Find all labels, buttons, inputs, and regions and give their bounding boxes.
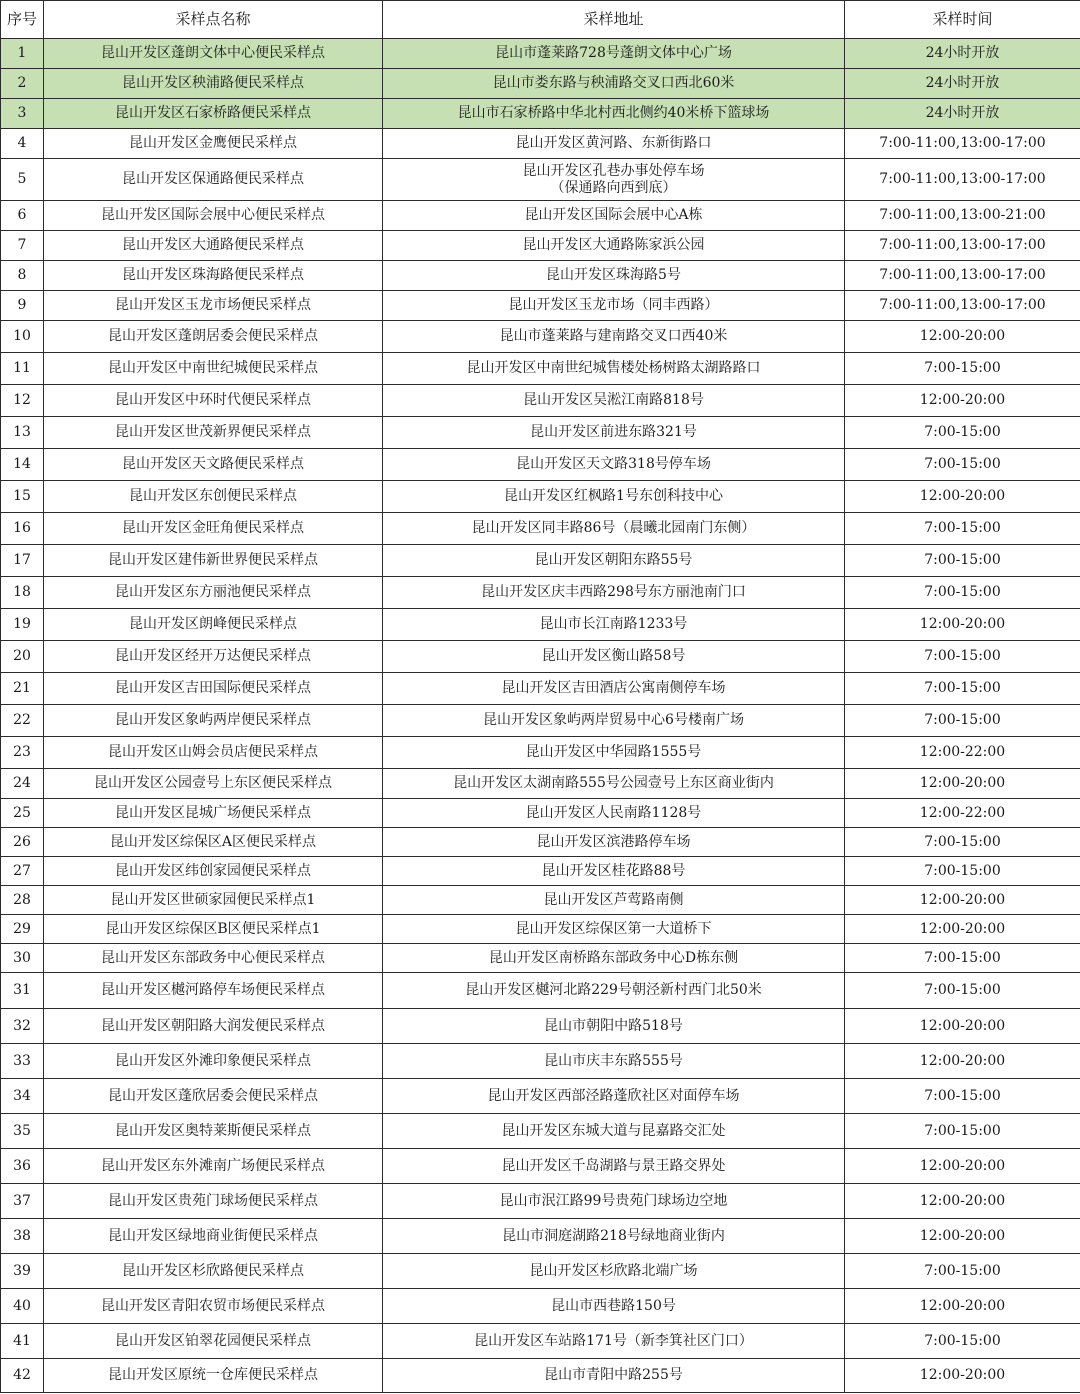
sampling-time: 12:00-20:00: [845, 886, 1080, 915]
header-time: 采样时间: [845, 1, 1080, 39]
site-name: 昆山开发区朗峰便民采样点: [44, 609, 383, 641]
sampling-time: 12:00-20:00: [845, 321, 1080, 353]
site-address: 昆山开发区杉欣路北端广场: [383, 1254, 845, 1289]
sampling-time: 12:00-20:00: [845, 385, 1080, 417]
site-address: [383, 159, 845, 201]
row-number: 37: [1, 1184, 44, 1219]
site-name: 昆山开发区东外滩南广场便民采样点: [44, 1149, 383, 1184]
row-number: 8: [1, 261, 44, 291]
sampling-time: 7:00-15:00: [845, 513, 1080, 545]
table-row: [1, 385, 1080, 417]
sampling-time: 12:00-20:00: [845, 915, 1080, 944]
row-number: 1: [1, 39, 44, 69]
site-address: 昆山开发区玉龙市场（同丰西路）: [383, 291, 845, 321]
row-number: 6: [1, 201, 44, 231]
sampling-time: 7:00-11:00,13:00-17:00: [845, 129, 1080, 159]
sampling-time: 7:00-15:00: [845, 973, 1080, 1009]
table-row: [1, 513, 1080, 545]
sampling-time: 12:00-20:00: [845, 1044, 1080, 1079]
table-row: [1, 201, 1080, 231]
row-number: 27: [1, 857, 44, 886]
site-name: 昆山开发区珠海路便民采样点: [44, 261, 383, 291]
row-number: 4: [1, 129, 44, 159]
header-name: 采样点名称: [44, 1, 383, 39]
sampling-time: 7:00-15:00: [845, 1114, 1080, 1149]
site-address: 昆山开发区南桥路东部政务中心D栋东侧: [383, 944, 845, 973]
site-name: 昆山开发区国际会展中心便民采样点: [44, 201, 383, 231]
table-row: [1, 1184, 1080, 1219]
row-number: 24: [1, 769, 44, 799]
site-address: 昆山市庆丰东路555号: [383, 1044, 845, 1079]
sampling-time: 7:00-15:00: [845, 673, 1080, 705]
site-name: 昆山开发区杉欣路便民采样点: [44, 1254, 383, 1289]
row-number: 14: [1, 449, 44, 481]
site-name: 昆山开发区贵苑门球场便民采样点: [44, 1184, 383, 1219]
table-body: [1, 39, 1080, 1393]
table-row: [1, 705, 1080, 737]
site-name: 昆山开发区金旺角便民采样点: [44, 513, 383, 545]
sampling-time: 7:00-15:00: [845, 577, 1080, 609]
row-number: 22: [1, 705, 44, 737]
row-number: 42: [1, 1359, 44, 1393]
sampling-time: 7:00-15:00: [845, 545, 1080, 577]
table-row: [1, 973, 1080, 1009]
site-name: 昆山开发区原统一仓库便民采样点: [44, 1359, 383, 1393]
table-row: [1, 159, 1080, 201]
row-number: 26: [1, 828, 44, 857]
site-address: 昆山市蓬莱路728号蓬朗文体中心广场: [383, 39, 845, 69]
row-number: 30: [1, 944, 44, 973]
row-number: 15: [1, 481, 44, 513]
table-row: [1, 99, 1080, 129]
site-name: 昆山开发区世硕家园便民采样点1: [44, 886, 383, 915]
site-address: 昆山开发区朝阳东路55号: [383, 545, 845, 577]
sampling-time: 12:00-20:00: [845, 1219, 1080, 1254]
site-name: 昆山开发区大通路便民采样点: [44, 231, 383, 261]
table-row: [1, 609, 1080, 641]
row-number: 23: [1, 737, 44, 769]
site-address: 昆山开发区车站路171号（新李箕社区门口）: [383, 1324, 845, 1359]
table-row: [1, 231, 1080, 261]
row-number: 36: [1, 1149, 44, 1184]
site-name: 昆山开发区铂翠花园便民采样点: [44, 1324, 383, 1359]
sampling-time: 7:00-11:00,13:00-17:00: [845, 291, 1080, 321]
table-row: [1, 449, 1080, 481]
table-row: [1, 737, 1080, 769]
table-row: [1, 129, 1080, 159]
site-address: 昆山开发区人民南路1128号: [383, 799, 845, 828]
site-address: 昆山开发区吴淞江南路818号: [383, 385, 845, 417]
site-address: 昆山开发区桂花路88号: [383, 857, 845, 886]
row-number: 39: [1, 1254, 44, 1289]
row-number: 16: [1, 513, 44, 545]
site-name: 昆山开发区奥特莱斯便民采样点: [44, 1114, 383, 1149]
row-number: 34: [1, 1079, 44, 1114]
site-address: 昆山开发区芦莺路南侧: [383, 886, 845, 915]
sampling-time: 12:00-22:00: [845, 737, 1080, 769]
site-name: 昆山开发区建伟新世界便民采样点: [44, 545, 383, 577]
table-row: [1, 69, 1080, 99]
table-row: [1, 1359, 1080, 1393]
header-row: [1, 1, 1080, 39]
site-name: 昆山开发区朝阳路大润发便民采样点: [44, 1009, 383, 1044]
sampling-time: 24小时开放: [845, 69, 1080, 99]
site-address: 昆山市泯江路99号贵苑门球场边空地: [383, 1184, 845, 1219]
table-row: [1, 673, 1080, 705]
site-address: 昆山开发区前进东路321号: [383, 417, 845, 449]
table-row: [1, 261, 1080, 291]
sampling-time: 12:00-20:00: [845, 1184, 1080, 1219]
site-name: 昆山开发区中环时代便民采样点: [44, 385, 383, 417]
site-address: 昆山市娄东路与秧浦路交叉口西北60米: [383, 69, 845, 99]
sampling-time: 7:00-15:00: [845, 641, 1080, 673]
site-name: 昆山开发区蓬欣居委会便民采样点: [44, 1079, 383, 1114]
table-row: [1, 857, 1080, 886]
table-row: [1, 828, 1080, 857]
site-name: 昆山开发区世茂新界便民采样点: [44, 417, 383, 449]
sampling-time: 12:00-20:00: [845, 609, 1080, 641]
header-no: 序号: [1, 1, 44, 39]
table-row: [1, 1149, 1080, 1184]
site-name: 昆山开发区公园壹号上东区便民采样点: [44, 769, 383, 799]
row-number: 17: [1, 545, 44, 577]
site-address: 昆山开发区同丰路86号（晨曦北园南门东侧）: [383, 513, 845, 545]
site-name: 昆山开发区保通路便民采样点: [44, 159, 383, 201]
sampling-time: 7:00-15:00: [845, 1254, 1080, 1289]
site-address: 昆山开发区综保区第一大道桥下: [383, 915, 845, 944]
table-row: [1, 1219, 1080, 1254]
row-number: 20: [1, 641, 44, 673]
sampling-time: 7:00-15:00: [845, 1324, 1080, 1359]
sampling-time: 7:00-15:00: [845, 353, 1080, 385]
table-row: [1, 1079, 1080, 1114]
site-address-line2: （保通路向西到底）: [550, 179, 677, 196]
site-name: 昆山开发区东部政务中心便民采样点: [44, 944, 383, 973]
sampling-time: 12:00-20:00: [845, 481, 1080, 513]
table-row: [1, 1289, 1080, 1324]
site-address: 昆山开发区太湖南路555号公园壹号上东区商业街内: [383, 769, 845, 799]
sampling-time: 12:00-20:00: [845, 1149, 1080, 1184]
site-name: 昆山开发区东创便民采样点: [44, 481, 383, 513]
table-row: [1, 353, 1080, 385]
row-number: 21: [1, 673, 44, 705]
row-number: 28: [1, 886, 44, 915]
sampling-time: 7:00-15:00: [845, 705, 1080, 737]
site-name: 昆山开发区蓬朗文体中心便民采样点: [44, 39, 383, 69]
site-address: 昆山市西巷路150号: [383, 1289, 845, 1324]
sampling-time: 7:00-11:00,13:00-17:00: [845, 231, 1080, 261]
row-number: 25: [1, 799, 44, 828]
table-row: [1, 1009, 1080, 1044]
row-number: 2: [1, 69, 44, 99]
sampling-time: 7:00-15:00: [845, 449, 1080, 481]
site-name: 昆山开发区山姆会员店便民采样点: [44, 737, 383, 769]
site-name: 昆山开发区石家桥路便民采样点: [44, 99, 383, 129]
table-row: [1, 577, 1080, 609]
table-row: [1, 641, 1080, 673]
row-number: 10: [1, 321, 44, 353]
row-number: 31: [1, 973, 44, 1009]
sampling-time: 7:00-11:00,13:00-17:00: [845, 261, 1080, 291]
sampling-time: 12:00-20:00: [845, 1359, 1080, 1393]
site-name: 昆山开发区金鹰便民采样点: [44, 129, 383, 159]
row-number: 13: [1, 417, 44, 449]
site-address: 昆山开发区东城大道与昆嘉路交汇处: [383, 1114, 845, 1149]
site-address: 昆山市洞庭湖路218号绿地商业街内: [383, 1219, 845, 1254]
site-address: 昆山开发区滨港路停车场: [383, 828, 845, 857]
site-address: 昆山开发区千岛湖路与景王路交界处: [383, 1149, 845, 1184]
site-name: 昆山开发区综保区B区便民采样点1: [44, 915, 383, 944]
site-address: 昆山开发区樾河北路229号朝泾新村西门北50米: [383, 973, 845, 1009]
site-address-line1: 昆山开发区孔巷办事处停车场: [522, 162, 705, 179]
site-name: 昆山开发区绿地商业街便民采样点: [44, 1219, 383, 1254]
site-address: 昆山开发区珠海路5号: [383, 261, 845, 291]
row-number: 18: [1, 577, 44, 609]
table-row: [1, 1254, 1080, 1289]
row-number: 5: [1, 159, 44, 201]
sampling-time: 12:00-22:00: [845, 799, 1080, 828]
sampling-time: 12:00-20:00: [845, 769, 1080, 799]
sampling-time: 12:00-20:00: [845, 1289, 1080, 1324]
site-address: 昆山开发区红枫路1号东创科技中心: [383, 481, 845, 513]
row-number: 35: [1, 1114, 44, 1149]
site-name: 昆山开发区天文路便民采样点: [44, 449, 383, 481]
table-row: [1, 39, 1080, 69]
sampling-time: 7:00-15:00: [845, 944, 1080, 973]
table-row: [1, 545, 1080, 577]
table-row: [1, 1114, 1080, 1149]
site-address: 昆山开发区中华园路1555号: [383, 737, 845, 769]
sampling-time: 7:00-11:00,13:00-17:00: [845, 159, 1080, 201]
table-row: [1, 1044, 1080, 1079]
sampling-time: 24小时开放: [845, 39, 1080, 69]
site-address: 昆山市石家桥路中华北村西北侧约40米桥下篮球场: [383, 99, 845, 129]
sampling-time: 7:00-11:00,13:00-21:00: [845, 201, 1080, 231]
site-address: 昆山市蓬莱路与建南路交叉口西40米: [383, 321, 845, 353]
site-name: 昆山开发区中南世纪城便民采样点: [44, 353, 383, 385]
row-number: 33: [1, 1044, 44, 1079]
site-address: 昆山开发区天文路318号停车场: [383, 449, 845, 481]
site-name: 昆山开发区蓬朗居委会便民采样点: [44, 321, 383, 353]
site-name: 昆山开发区青阳农贸市场便民采样点: [44, 1289, 383, 1324]
sampling-time: 24小时开放: [845, 99, 1080, 129]
row-number: 19: [1, 609, 44, 641]
site-address: 昆山开发区中南世纪城售楼处杨树路太湖路路口: [383, 353, 845, 385]
header-address: 采样地址: [383, 1, 845, 39]
site-address: 昆山开发区大通路陈家浜公园: [383, 231, 845, 261]
table-row: [1, 291, 1080, 321]
site-name: 昆山开发区综保区A区便民采样点: [44, 828, 383, 857]
row-number: 3: [1, 99, 44, 129]
table-row: [1, 481, 1080, 513]
site-address: 昆山市长江南路1233号: [383, 609, 845, 641]
row-number: 40: [1, 1289, 44, 1324]
sampling-time: 7:00-15:00: [845, 417, 1080, 449]
row-number: 9: [1, 291, 44, 321]
site-address: 昆山开发区吉田酒店公寓南侧停车场: [383, 673, 845, 705]
site-name: 昆山开发区纬创家园便民采样点: [44, 857, 383, 886]
site-address: 昆山开发区衡山路58号: [383, 641, 845, 673]
site-name: 昆山开发区象屿两岸便民采样点: [44, 705, 383, 737]
site-address: 昆山开发区黄河路、东新街路口: [383, 129, 845, 159]
site-address: 昆山市朝阳中路518号: [383, 1009, 845, 1044]
site-address: 昆山开发区国际会展中心A栋: [383, 201, 845, 231]
site-address: 昆山开发区庆丰西路298号东方丽池南门口: [383, 577, 845, 609]
row-number: 12: [1, 385, 44, 417]
row-number: 7: [1, 231, 44, 261]
site-name: 昆山开发区吉田国际便民采样点: [44, 673, 383, 705]
site-address: 昆山开发区象屿两岸贸易中心6号楼南广场: [383, 705, 845, 737]
table-row: [1, 1324, 1080, 1359]
table-row: [1, 769, 1080, 799]
table-row: [1, 886, 1080, 915]
table-header: [1, 1, 1080, 39]
row-number: 32: [1, 1009, 44, 1044]
site-name: 昆山开发区经开万达便民采样点: [44, 641, 383, 673]
sampling-time: 7:00-15:00: [845, 1079, 1080, 1114]
table-row: [1, 799, 1080, 828]
site-name: 昆山开发区昆城广场便民采样点: [44, 799, 383, 828]
table-row: [1, 321, 1080, 353]
row-number: 38: [1, 1219, 44, 1254]
site-address: 昆山开发区西部泾路蓬欣社区对面停车场: [383, 1079, 845, 1114]
site-name: 昆山开发区玉龙市场便民采样点: [44, 291, 383, 321]
table-row: [1, 944, 1080, 973]
row-number: 41: [1, 1324, 44, 1359]
site-name: 昆山开发区秧浦路便民采样点: [44, 69, 383, 99]
table-row: [1, 417, 1080, 449]
sampling-time: 7:00-15:00: [845, 828, 1080, 857]
site-name: 昆山开发区外滩印象便民采样点: [44, 1044, 383, 1079]
sampling-time: 12:00-20:00: [845, 1009, 1080, 1044]
sampling-time: 7:00-15:00: [845, 857, 1080, 886]
row-number: 11: [1, 353, 44, 385]
site-name: 昆山开发区东方丽池便民采样点: [44, 577, 383, 609]
row-number: 29: [1, 915, 44, 944]
site-name: 昆山开发区樾河路停车场便民采样点: [44, 973, 383, 1009]
table-row: [1, 915, 1080, 944]
site-address: 昆山市青阳中路255号: [383, 1359, 845, 1393]
